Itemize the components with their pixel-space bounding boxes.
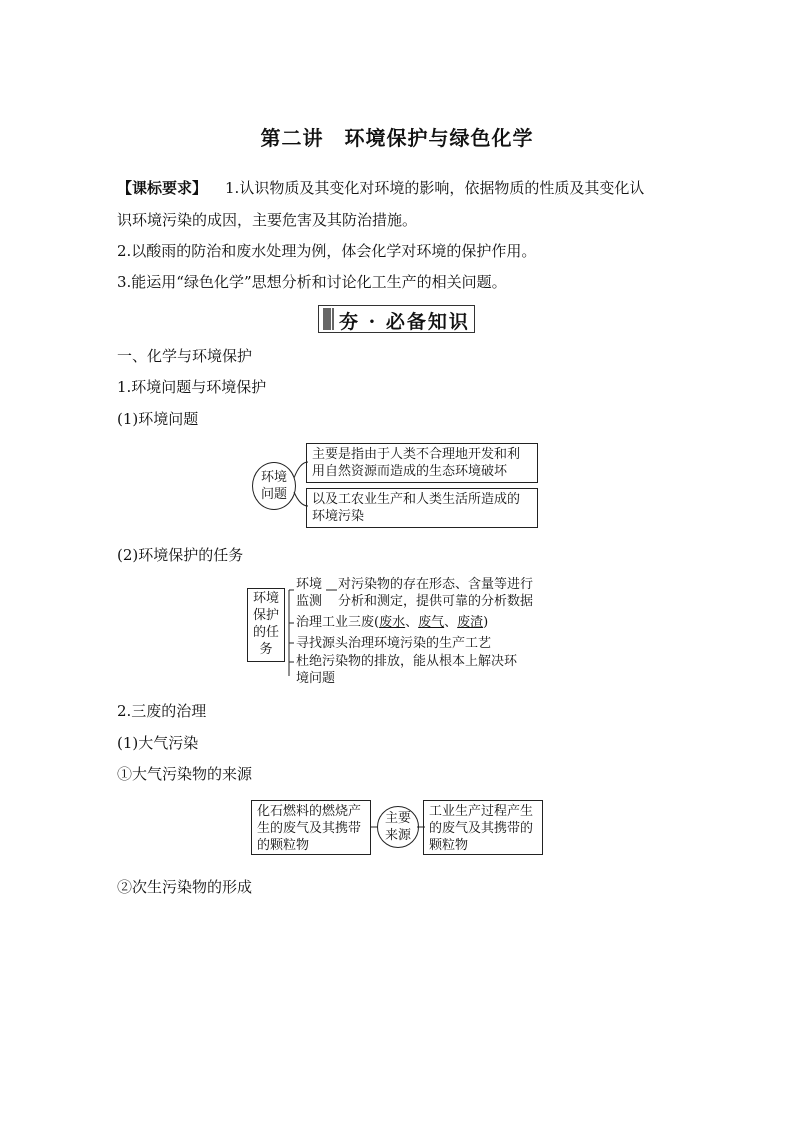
diagram2-center: 环境保护的任务 [247,588,285,662]
diagram2-item1-text-b: 分析和测定，提供可靠的分析数据 [338,594,534,609]
diagram2-item2: 治理工业三废(废水、废气、废渣) [296,615,489,630]
subheading-1-2: (2)环境保护的任务 [117,546,244,564]
diagram3-center: 主要来源 [377,806,419,848]
diagram1-box1: 主要是指由于人类不合理地开发和利用自然资源而造成的生态环境破坏 [306,443,538,483]
diagram2-item4a: 杜绝污染物的排放，能从根本上解决环 [296,654,518,669]
subheading-1: 1.环境问题与环境保护 [117,378,267,396]
section-heading-2: 2.三废的治理 [117,702,207,720]
requirement-3: 3.能运用“绿色化学”思想分析和讨论化工生产的相关问题。 [117,273,507,291]
diagram2-item1-label-b: 监测 [296,594,323,609]
banner-text: 夯 · 必备知识 [339,311,470,333]
subheading-2-1-2: ②次生污染物的形成 [117,878,253,896]
section-heading-1: 一、化学与环境保护 [117,347,253,365]
waste-residue: 废渣 [457,615,484,630]
requirement-1a: 1.认识物质及其变化对环境的影响，依据物质的性质及其变化认 [225,179,645,197]
page-title: 第二讲 环境保护与绿色化学 [260,126,534,150]
diagram3-right: 工业生产过程产生的废气及其携带的颗粒物 [423,800,543,855]
subheading-2-1: (1)大气污染 [117,734,199,752]
requirement-1b: 识环境污染的成因，主要危害及其防治措施。 [117,211,418,229]
diagram1-box2: 以及工农业生产和人类生活所造成的环境污染 [306,488,538,528]
diagram1-center: 环境问题 [252,462,296,510]
requirements-label: 【课标要求】 [117,179,208,197]
waste-gas: 废气 [418,615,445,630]
diagram3-left: 化石燃料的燃烧产生的废气及其携带的颗粒物 [251,800,371,855]
subheading-2-1-1: ①大气污染物的来源 [117,765,253,783]
diagram2-item1-label-a: 环境 [296,577,323,592]
diagram2-item1-text-a: 对污染物的存在形态、含量等进行 [338,577,534,592]
diagram2-item3: 寻找源头治理环境污染的生产工艺 [296,636,492,651]
diagram2-item4b: 境问题 [296,671,336,686]
subheading-1-1: (1)环境问题 [117,410,199,428]
requirement-2: 2.以酸雨的防治和废水处理为例，体会化学对环境的保护作用。 [117,242,537,260]
waste-water: 废水 [379,615,406,630]
